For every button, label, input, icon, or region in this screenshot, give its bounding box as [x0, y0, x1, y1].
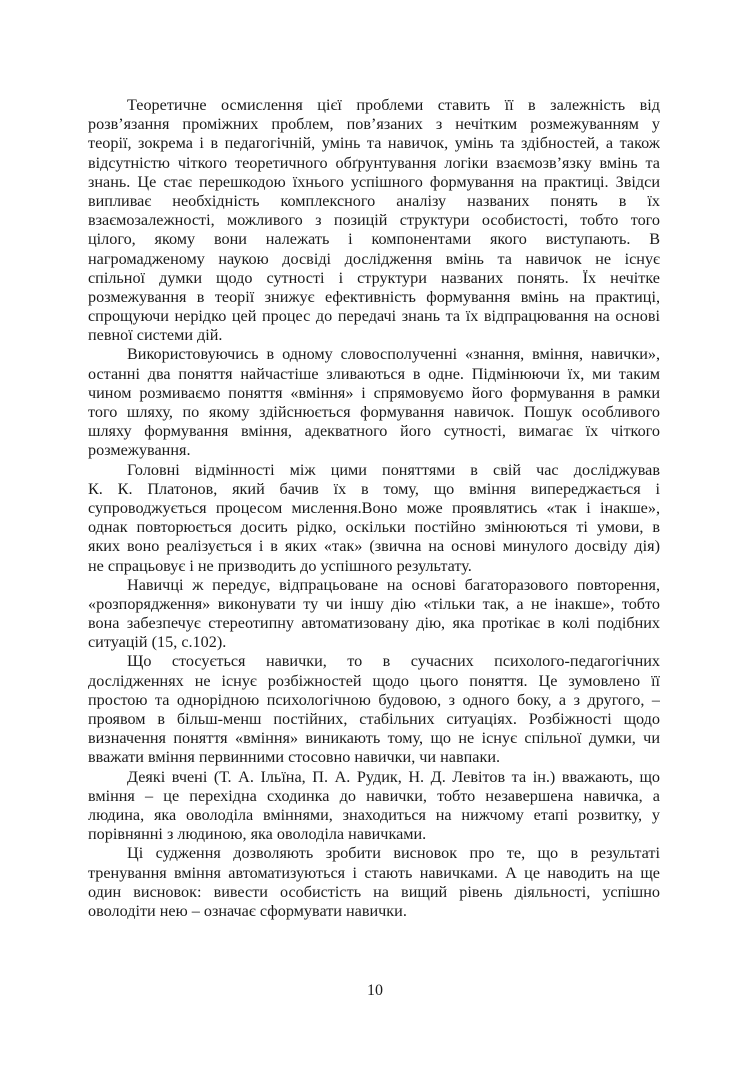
text-line: дослідженнях не існує розбіжностей щодо цього поняття. Це зумовлено її: [88, 671, 660, 690]
paragraph: [88, 576, 660, 653]
text-line: супроводжується процесом мислення.Воно може проявлятись «так і інакше»,: [88, 498, 660, 517]
text-line: вона забезпечує стереотипну автоматизовану дію, яка протікає в колі подібних: [88, 614, 660, 633]
paragraph: [88, 652, 660, 767]
paragraph: [88, 345, 660, 460]
paragraph: [88, 461, 660, 576]
text-line: розмежування.: [88, 441, 191, 460]
text-line: певної системи дій.: [88, 326, 223, 345]
text-line: Ці судження дозволяють зробити висновок про те, що в результаті: [127, 844, 660, 863]
text-line: тренування вміння автоматизуються і стають навичками. А це наводить на ще: [88, 863, 660, 882]
text-line: того шляху, по якому здійснюється формування навичок. Пошук особливого: [88, 403, 660, 421]
text-line: нагромадженому наукою досвіді дослідження вмінь та навичок не існує: [88, 249, 660, 268]
text-line: порівнянні з людиною, яка оволоділа навичками.: [88, 825, 427, 844]
text-line: знань. Це стає перешкодою їхнього успішного формування на практиці. Звідси: [88, 172, 660, 191]
paragraph: [88, 96, 660, 345]
text-line: спрощуючи нерідко цей процес до передачі знань та їх відпрацювання на основі: [88, 307, 660, 326]
text-line: простою та однорідною психологічною будовою, з одного боку, а з другого, –: [88, 690, 660, 709]
text-line: цілого, якому вони належать і компонентами якого виступають. В: [88, 230, 660, 249]
text-line: «розпорядження» виконувати ту чи іншу дію «тільки так, а не інакше», тобто: [88, 594, 660, 613]
text-line: розмежування в теорії знижує ефективність формування вмінь на практиці,: [88, 287, 660, 306]
text-line: теорії, зокрема і в педагогічній, умінь та навичок, умінь та здібностей, а також: [88, 134, 660, 153]
text-line: К. К. Платонов, який бачив їх в тому, що вміння випереджається і: [88, 479, 660, 498]
text-line: випливає необхідність комплексного аналізу названих понять в їх: [88, 191, 660, 210]
text-line: Навичці ж передує, відпрацьоване на основі багаторазового повторення,: [127, 575, 660, 594]
body-text: [88, 96, 660, 921]
text-line: шляху формування вміння, адекватного його сутності, вимагає їх чіткого: [88, 422, 660, 441]
text-line: ситуацій (15, с.102).: [88, 633, 227, 652]
text-line: однак повторюється досить рідко, оскільки постійно змінюються ті умови, в: [88, 518, 660, 537]
text-line: визначення поняття «вміння» виникають тому, що не існує спільної думки, чи: [88, 729, 660, 748]
text-line: не спрацьовує і не призводить до успішного результату.: [88, 556, 472, 575]
text-line: людина, яка оволоділа вміннями, знаходиться на нижчому етапі розвитку, у: [88, 805, 660, 824]
text-line: відсутністю чіткого теоретичного обґрунтування логіки взаємозв’язку вмінь та: [88, 153, 660, 172]
text-line: яких воно реалізується і в яких «так» (звична на основі минулого досвіду дія): [88, 537, 660, 556]
text-line: спільної думки щодо сутності і структури названих понять. Їх нечітке: [88, 268, 660, 287]
text-line: Використовуючись в одному словосполученні «знання, вміння, навички»,: [127, 345, 660, 364]
text-line: проявом в більш-менш постійних, стабільних ситуаціях. Розбіжності щодо: [88, 710, 660, 728]
text-line: Теоретичне осмислення цієї проблеми ставить її в залежність від: [127, 96, 660, 114]
text-line: останні два поняття найчастіше зливаються в одне. Підмінюючи їх, ми таким: [88, 364, 660, 383]
text-line: Деякі вчені (Т. А. Ільїна, П. А. Рудик, Н. Д. Левітов та ін.) вважають, що: [127, 767, 660, 786]
paragraph: [88, 768, 660, 845]
page-number: 10: [367, 982, 383, 999]
text-line: вміння – це перехідна сходинка до навички, тобто незавершена навичка, а: [88, 786, 660, 805]
text-line: розв’язання проміжних проблем, пов’язаних з нечітким розмежуванням у: [88, 115, 660, 134]
text-line: взаємозалежності, можливого з позицій структури особистості, тобто того: [88, 211, 660, 230]
text-line: чином розмиваємо поняття «вміння» і спрямовуємо його формування в рамки: [88, 383, 660, 402]
text-line: Головні відмінності між цими поняттями в свій час досліджував: [127, 460, 660, 479]
text-line: оволодіти нею – означає сформувати навички.: [88, 901, 407, 920]
text-line: вважати вміння первинними стосовно навички, чи навпаки.: [88, 748, 501, 767]
paragraph: [88, 844, 660, 921]
text-line: Що стосується навички, то в сучасних психолого-педагогічних: [127, 652, 660, 671]
text-line: один висновок: вивести особистість на вищий рівень діяльності, успішно: [88, 882, 660, 901]
